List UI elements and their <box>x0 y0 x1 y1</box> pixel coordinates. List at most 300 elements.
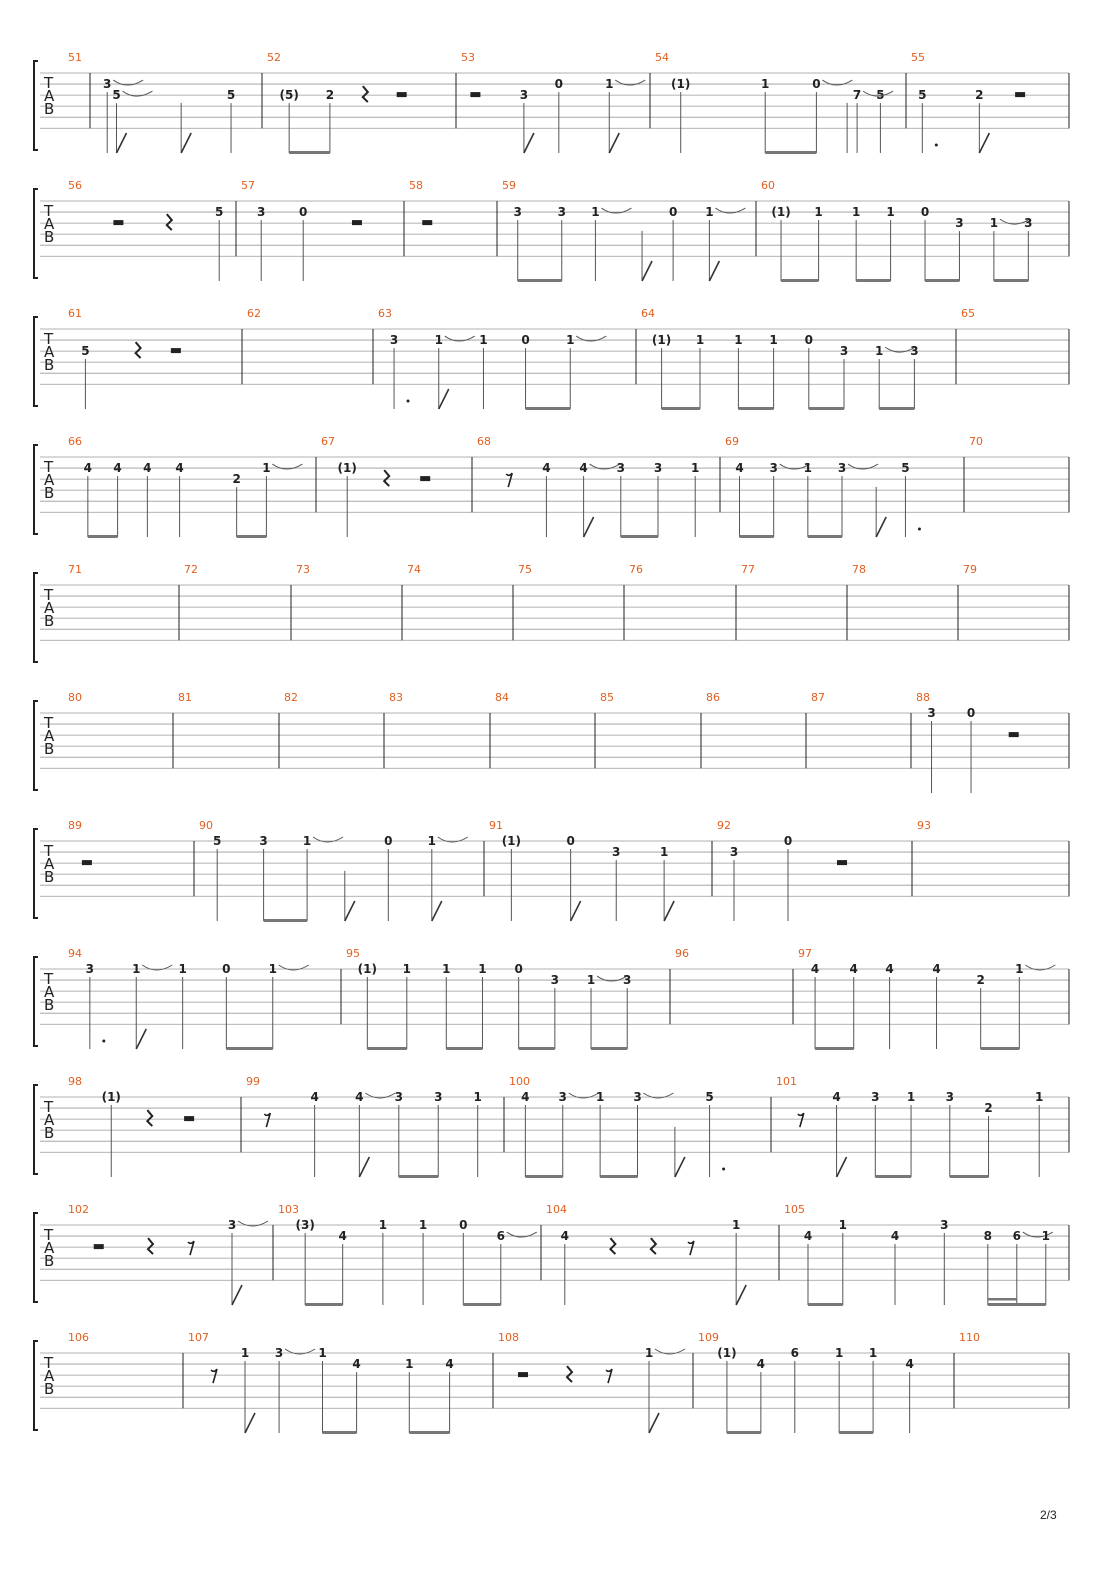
fret-number: 4 <box>832 1090 841 1104</box>
measure-number: 97 <box>798 947 812 960</box>
fret-number: 4 <box>355 1090 364 1104</box>
fret-number: 1 <box>442 962 451 976</box>
tab-system <box>34 1203 1069 1306</box>
fret-number: 6 <box>496 1229 505 1244</box>
beam <box>591 1047 627 1050</box>
fret-number: (1) <box>771 205 791 220</box>
fret-number: 0 <box>521 333 530 348</box>
beam <box>662 407 700 410</box>
fret-number: 3 <box>910 344 919 359</box>
beam <box>765 151 816 154</box>
eighth-flag <box>571 901 581 921</box>
eighth-flag <box>979 133 989 153</box>
beam <box>518 279 562 282</box>
beam <box>446 1047 482 1050</box>
fret-number: 6 <box>790 1346 799 1360</box>
fret-number: 3 <box>513 205 522 220</box>
beam <box>463 1303 501 1306</box>
fret-number: 1 <box>605 77 614 92</box>
eighth-rest <box>211 1369 217 1383</box>
fret-number: 1 <box>851 205 861 220</box>
system-bracket <box>34 957 38 1046</box>
fret-number: 3 <box>837 461 847 476</box>
fret-number: 0 <box>554 77 563 92</box>
measure-number: 84 <box>495 691 509 704</box>
fret-number: 3 <box>519 88 529 103</box>
fret-number: 1 <box>989 216 999 231</box>
measure-number: 92 <box>717 819 731 832</box>
measure-number: 83 <box>389 691 403 704</box>
tab-clef-letter: B <box>44 356 55 374</box>
measure-number: 54 <box>655 51 669 64</box>
tab-system <box>34 691 1069 793</box>
fret-number: 3 <box>945 1090 954 1104</box>
measure-number: 79 <box>963 563 977 576</box>
measure-number: 76 <box>629 563 643 576</box>
fret-number: 3 <box>633 1090 642 1104</box>
measure-number: 69 <box>725 435 739 448</box>
fret-number: 2 <box>325 88 335 103</box>
fret-number: 3 <box>839 344 849 359</box>
fret-number: 4 <box>756 1357 766 1372</box>
eighth-rest <box>506 473 512 487</box>
tab-clef-letter: B <box>44 996 55 1014</box>
fret-number: 3 <box>274 1346 284 1360</box>
half-rest <box>94 1244 104 1249</box>
tab-system <box>34 947 1069 1050</box>
fret-number: 0 <box>514 962 523 976</box>
fret-number: 4 <box>560 1229 569 1244</box>
fret-number: 4 <box>735 461 744 476</box>
tab-clef-letter: B <box>44 1252 55 1270</box>
tab-clef-letter: T <box>44 714 54 732</box>
fret-number: 3 <box>927 706 936 720</box>
beam <box>88 535 118 538</box>
fret-number: 4 <box>885 962 894 976</box>
fret-number: 1 <box>240 1346 250 1360</box>
system-bracket <box>34 445 38 534</box>
fret-number: 1 <box>405 1357 414 1372</box>
fret-number: 4 <box>113 461 122 476</box>
quarter-rest <box>384 470 389 486</box>
measure-number: 62 <box>247 307 261 320</box>
beam <box>600 1175 637 1178</box>
fret-number: 1 <box>814 205 823 220</box>
fret-number: 1 <box>479 333 488 348</box>
tab-clef-letter: T <box>44 970 54 988</box>
eighth-rest <box>798 1113 804 1127</box>
tab-clef-letter: A <box>44 727 55 745</box>
beam <box>815 1047 854 1050</box>
fret-number: 6 <box>1012 1229 1021 1244</box>
tab-system <box>34 51 1069 154</box>
fret-number: 0 <box>384 834 393 848</box>
half-rest <box>422 220 432 225</box>
eighth-flag <box>837 1157 847 1177</box>
measure-number: 73 <box>296 563 310 576</box>
system-bracket <box>34 61 38 150</box>
fret-number: 4 <box>175 461 184 476</box>
fret-number: 1 <box>418 1218 428 1232</box>
beam <box>519 1047 555 1050</box>
measure-number: 110 <box>959 1331 980 1344</box>
dot <box>722 1168 725 1171</box>
quarter-rest <box>363 86 368 102</box>
fret-number: 4 <box>445 1357 454 1372</box>
fret-number: 5 <box>215 205 224 220</box>
fret-number: 1 <box>262 461 271 476</box>
fret-number: 1 <box>695 333 705 348</box>
fret-number: 8 <box>983 1229 992 1244</box>
tab-clef-letter: T <box>44 74 54 92</box>
tab-clef-letter: A <box>44 87 55 105</box>
tab-system <box>34 307 1069 410</box>
beam-16th <box>988 1298 1017 1301</box>
fret-number: 1 <box>1015 962 1024 976</box>
fret-number: 1 <box>644 1346 654 1360</box>
half-rest <box>837 860 847 865</box>
eighth-flag <box>117 133 127 153</box>
fret-number: 3 <box>955 216 964 231</box>
fret-number: 0 <box>459 1218 468 1232</box>
tab-clef-letter: A <box>44 215 55 233</box>
fret-number: (3) <box>295 1218 315 1232</box>
measure-number: 58 <box>409 179 423 192</box>
fret-number: 1 <box>1041 1229 1050 1244</box>
eighth-flag <box>245 1413 255 1433</box>
fret-number: 0 <box>668 205 678 220</box>
eighth-rest <box>688 1241 694 1255</box>
measure-number: 107 <box>188 1331 209 1344</box>
measure-number: 91 <box>489 819 503 832</box>
fret-number: 4 <box>905 1357 914 1372</box>
half-rest <box>518 1372 528 1377</box>
measure-number: 78 <box>852 563 866 576</box>
measure-number: 80 <box>68 691 82 704</box>
fret-number: 4 <box>83 461 93 476</box>
beam <box>264 919 308 922</box>
fret-number: 2 <box>984 1101 993 1116</box>
eighth-flag <box>439 389 449 409</box>
quarter-rest <box>610 1238 615 1254</box>
beam <box>226 1047 272 1050</box>
measure-number: 100 <box>509 1075 530 1088</box>
system-bracket <box>34 1085 38 1174</box>
tab-clef-letter: T <box>44 202 54 220</box>
beam <box>409 1431 449 1434</box>
fret-number: 5 <box>213 834 222 848</box>
beam <box>526 407 571 410</box>
tab-clef-letter: B <box>44 100 55 118</box>
measure-number: 60 <box>761 179 775 192</box>
measure-number: 106 <box>68 1331 89 1344</box>
system-bracket <box>34 829 38 918</box>
tab-clef-letter: T <box>44 330 54 348</box>
eighth-rest <box>606 1369 612 1383</box>
fret-number: 4 <box>932 962 941 976</box>
eighth-flag <box>675 1157 685 1177</box>
dot <box>407 400 410 403</box>
eighth-flag <box>181 133 191 153</box>
fret-number: 1 <box>434 333 443 348</box>
fret-number: (1) <box>337 461 357 476</box>
fret-number: (1) <box>101 1090 121 1104</box>
measure-number: 101 <box>776 1075 797 1088</box>
fret-number: 0 <box>783 834 793 848</box>
measure-number: 71 <box>68 563 82 576</box>
beam <box>399 1175 438 1178</box>
measure-number: 56 <box>68 179 82 192</box>
fret-number: 0 <box>966 706 976 720</box>
measure-number: 109 <box>698 1331 719 1344</box>
fret-number: 1 <box>427 834 436 848</box>
eighth-flag <box>664 901 674 921</box>
fret-number: 3 <box>394 1090 403 1104</box>
fret-number: 3 <box>434 1090 443 1104</box>
fret-number: 1 <box>838 1218 847 1232</box>
beam <box>305 1303 343 1306</box>
fret-number: 7 <box>852 88 862 103</box>
measure-number: 51 <box>68 51 82 64</box>
system-bracket <box>34 1341 38 1430</box>
eighth-flag <box>736 1285 746 1305</box>
fret-number: 1 <box>132 962 141 976</box>
measure-number: 93 <box>917 819 931 832</box>
fret-number: 1 <box>761 77 770 92</box>
fret-number: 5 <box>81 344 90 359</box>
fret-number: 4 <box>352 1357 361 1372</box>
tab-system <box>34 563 1069 662</box>
half-rest <box>397 92 407 97</box>
measure-number: 70 <box>969 435 983 448</box>
quarter-rest <box>148 1238 153 1254</box>
fret-number: 3 <box>940 1218 949 1232</box>
tab-clef-letter: B <box>44 484 55 502</box>
fret-number: (1) <box>651 333 672 348</box>
tab-system <box>34 179 1069 282</box>
fret-number: 3 <box>557 205 566 220</box>
measure-number: 94 <box>68 947 82 960</box>
fret-number: 1 <box>302 834 312 848</box>
fret-number: 4 <box>338 1229 347 1244</box>
eighth-flag <box>584 517 594 537</box>
fret-number: 1 <box>473 1090 482 1104</box>
beam <box>323 1431 357 1434</box>
quarter-rest <box>167 214 172 230</box>
measure-number: 55 <box>911 51 925 64</box>
fret-number: 3 <box>389 333 399 348</box>
eighth-rest <box>188 1241 194 1255</box>
fret-number: 5 <box>901 461 910 476</box>
beam <box>808 535 842 538</box>
beam <box>950 1175 989 1178</box>
tab-clef-letter: A <box>44 343 55 361</box>
tab-clef-letter: T <box>44 842 54 860</box>
tab-clef-letter: A <box>44 1367 55 1385</box>
fret-number: 2 <box>232 472 241 487</box>
fret-number: 1 <box>731 1218 741 1232</box>
tab-clef-letter: T <box>44 458 54 476</box>
measure-number: 95 <box>346 947 360 960</box>
measure-number: 86 <box>706 691 720 704</box>
fret-number: 1 <box>705 205 714 220</box>
tab-clef-letter: A <box>44 471 55 489</box>
measure-number: 65 <box>961 307 975 320</box>
system-bracket <box>34 573 38 662</box>
system-bracket <box>34 317 38 406</box>
fret-number: 3 <box>871 1090 880 1104</box>
tab-clef-letter: T <box>44 586 54 604</box>
tab-clef-letter: B <box>44 740 55 758</box>
quarter-rest <box>567 1366 572 1382</box>
fret-number: 0 <box>804 333 813 348</box>
eighth-flag <box>232 1285 242 1305</box>
fret-number: 3 <box>616 461 625 476</box>
beam <box>727 1431 761 1434</box>
tab-clef-letter: A <box>44 855 55 873</box>
fret-number: 4 <box>542 461 551 476</box>
half-rest <box>420 476 430 481</box>
fret-number: (5) <box>279 88 299 103</box>
tab-system <box>34 1075 1069 1178</box>
fret-number: 4 <box>521 1090 530 1104</box>
quarter-rest <box>651 1238 656 1254</box>
page-number: 2/3 <box>1040 1508 1057 1522</box>
half-rest <box>470 92 480 97</box>
beam <box>621 535 658 538</box>
measure-number: 67 <box>321 435 335 448</box>
measure-number: 88 <box>916 691 930 704</box>
measure-number: 77 <box>741 563 755 576</box>
half-rest <box>113 220 123 225</box>
tab-clef-letter: T <box>44 1098 54 1116</box>
beam <box>525 1175 562 1178</box>
system-bracket <box>34 701 38 790</box>
tab-clef-letter: B <box>44 1380 55 1398</box>
fret-number: (1) <box>501 834 522 848</box>
fret-number: 1 <box>586 973 596 988</box>
fret-number: 0 <box>299 205 308 220</box>
beam <box>808 1303 843 1306</box>
beam <box>237 535 267 538</box>
fret-number: 3 <box>227 1218 237 1232</box>
measure-number: 89 <box>68 819 82 832</box>
eighth-flag <box>609 133 619 153</box>
fret-number: 1 <box>1035 1090 1044 1104</box>
measure-number: 96 <box>675 947 689 960</box>
fret-number: 3 <box>1024 216 1033 231</box>
measure-number: 52 <box>267 51 281 64</box>
measure-number: 59 <box>502 179 516 192</box>
measure-number: 99 <box>246 1075 260 1088</box>
eighth-flag <box>876 517 886 537</box>
fret-number: (1) <box>717 1346 737 1360</box>
fret-number: 1 <box>318 1346 327 1360</box>
beam <box>981 1047 1020 1050</box>
eighth-flag <box>136 1029 146 1049</box>
fret-number: 1 <box>803 461 813 476</box>
eighth-flag <box>642 261 652 281</box>
fret-number: 4 <box>803 1229 813 1244</box>
measure-number: 108 <box>498 1331 519 1344</box>
beam <box>839 1431 873 1434</box>
fret-number: 0 <box>222 962 231 976</box>
system-bracket <box>34 1213 38 1302</box>
tab-clef-letter: A <box>44 1239 55 1257</box>
fret-number: 4 <box>310 1090 319 1104</box>
fret-number: (1) <box>671 77 691 92</box>
measure-number: 90 <box>199 819 213 832</box>
measure-number: 105 <box>784 1203 805 1216</box>
measure-number: 74 <box>407 563 421 576</box>
fret-number: 5 <box>918 88 927 103</box>
beam <box>809 407 844 410</box>
quarter-rest <box>136 342 141 358</box>
tab-clef-letter: B <box>44 1124 55 1142</box>
fret-number: 3 <box>103 77 112 92</box>
eighth-flag <box>709 261 719 281</box>
fret-number: 0 <box>566 834 575 848</box>
beam <box>367 1047 406 1050</box>
fret-number: 1 <box>178 962 187 976</box>
fret-number: 0 <box>920 205 930 220</box>
tab-clef-letter: B <box>44 868 55 886</box>
fret-number: 1 <box>875 344 884 359</box>
measure-number: 53 <box>461 51 475 64</box>
fret-number: 3 <box>550 973 560 988</box>
eighth-flag <box>649 1413 659 1433</box>
beam <box>289 151 330 154</box>
measure-number: 68 <box>477 435 491 448</box>
fret-number: 5 <box>876 88 885 103</box>
beam <box>856 279 890 282</box>
fret-number: 1 <box>268 962 277 976</box>
beam <box>738 407 773 410</box>
tab-clef-letter: A <box>44 599 55 617</box>
dot <box>935 144 938 147</box>
fret-number: 5 <box>112 88 121 103</box>
fret-number: 1 <box>906 1090 916 1104</box>
measure-number: 61 <box>68 307 82 320</box>
fret-number: 1 <box>659 845 669 860</box>
half-rest <box>171 348 181 353</box>
fret-number: 1 <box>834 1346 844 1360</box>
fret-number: 3 <box>653 461 663 476</box>
beam <box>879 407 914 410</box>
dot <box>918 528 921 531</box>
measure-number: 75 <box>518 563 532 576</box>
fret-number: 5 <box>705 1090 714 1104</box>
tab-clef-letter: B <box>44 228 55 246</box>
fret-number: 4 <box>810 962 820 976</box>
fret-number: 4 <box>579 461 588 476</box>
measure-number: 66 <box>68 435 82 448</box>
fret-number: 1 <box>566 333 575 348</box>
fret-number: 3 <box>257 205 266 220</box>
measure-number: 63 <box>378 307 392 320</box>
measure-number: 57 <box>241 179 255 192</box>
beam <box>740 535 774 538</box>
fret-number: 3 <box>769 461 778 476</box>
tab-system <box>34 1331 1069 1434</box>
beam <box>781 279 819 282</box>
tab-system <box>34 435 1069 538</box>
measure-number: 98 <box>68 1075 82 1088</box>
measure-number: 87 <box>811 691 825 704</box>
fret-number: 1 <box>734 333 743 348</box>
fret-number: 1 <box>478 962 487 976</box>
half-rest <box>82 860 92 865</box>
